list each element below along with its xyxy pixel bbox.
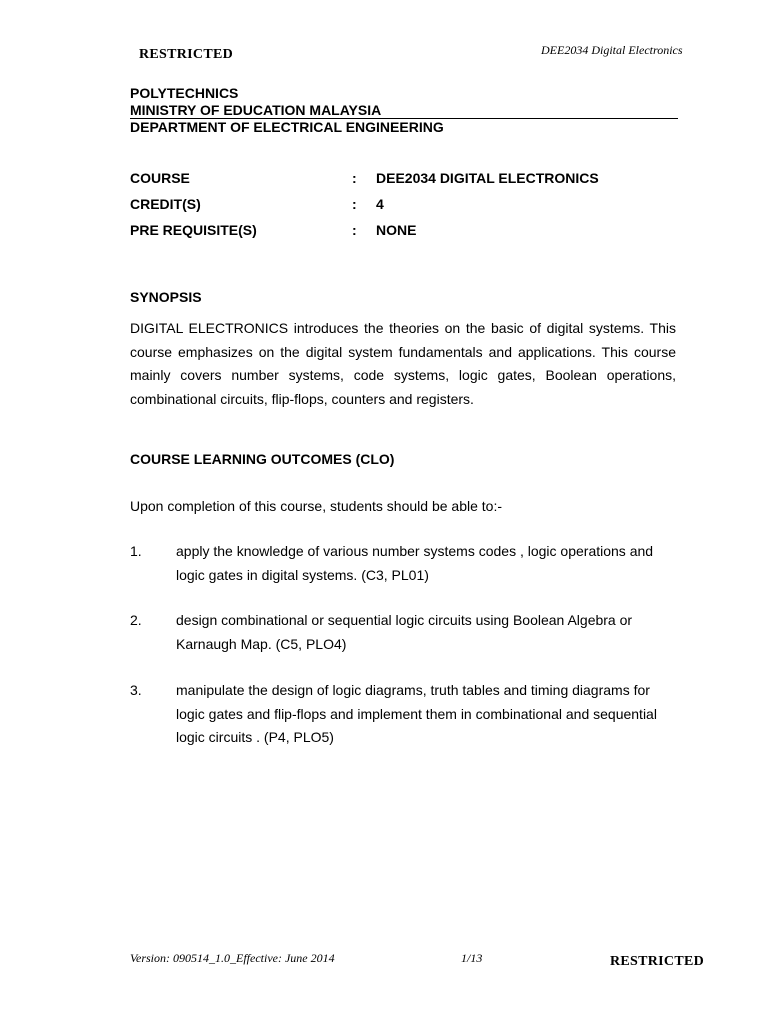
footer-version: Version: 090514_1.0_Effective: June 2014: [130, 951, 335, 965]
info-colon: :: [352, 222, 357, 238]
info-colon: :: [352, 170, 357, 186]
info-label: CREDIT(S): [130, 196, 201, 212]
header-course-reference: DEE2034 Digital Electronics: [541, 43, 683, 57]
clo-item-text: manipulate the design of logic diagrams, truth tables and timing diagrams for logic gates and flip-flops and implement them in combinational and sequential logic circuits . (P4, PLO5): [176, 682, 657, 745]
clo-item-number: 3.: [130, 682, 142, 698]
footer-classification: RESTRICTED: [610, 954, 705, 969]
clo-item-text: design combinational or sequential logic circuits using Boolean Algebra or Karnaugh Map. (C5, PLO4): [176, 612, 633, 652]
info-row-credits: [130, 196, 678, 216]
org-polytechnics: POLYTECHNICS: [130, 85, 239, 101]
org-department: DEPARTMENT OF ELECTRICAL ENGINEERING: [130, 119, 444, 135]
header-classification: RESTRICTED: [139, 47, 234, 62]
synopsis-text: DIGITAL ELECTRONICS introduces the theories on the basic of digital systems. This course emphasizes on the digital system fundamentals and applications. This course mainly covers number systems, code systems, logic gates, Boolean operations, combinational circuits, flip-flops, counters and registers.: [130, 320, 676, 407]
info-label: PRE REQUISITE(S): [130, 222, 257, 238]
info-value: NONE: [376, 222, 417, 238]
org-ministry: MINISTRY OF EDUCATION MALAYSIA: [130, 102, 382, 118]
info-label: COURSE: [130, 170, 190, 186]
clo-heading: COURSE LEARNING OUTCOMES (CLO): [130, 451, 395, 467]
clo-item-number: 1.: [130, 543, 142, 559]
clo-item-text: apply the knowledge of various number systems codes , logic operations and logic gates in digital systems. (C3, PL01): [176, 543, 654, 583]
synopsis-heading: SYNOPSIS: [130, 289, 202, 305]
organisation-block: [130, 85, 678, 119]
info-value: 4: [376, 196, 384, 212]
info-value: DEE2034 DIGITAL ELECTRONICS: [376, 170, 599, 186]
info-colon: :: [352, 196, 357, 212]
clo-item-number: 2.: [130, 612, 142, 628]
clo-intro: Upon completion of this course, students should be able to:-: [130, 498, 502, 514]
info-row-course: [130, 170, 678, 190]
footer-page-number: 1/13: [461, 951, 483, 965]
info-row-prerequisites: [130, 222, 678, 242]
